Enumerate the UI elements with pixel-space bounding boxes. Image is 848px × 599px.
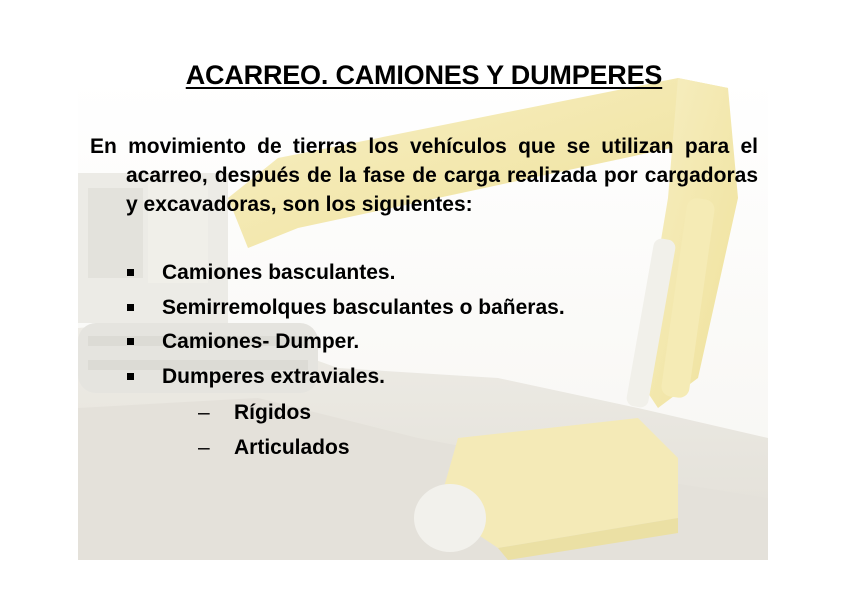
bullet-text: Dumperes extraviales. — [162, 364, 385, 388]
square-bullet-icon — [127, 269, 134, 276]
bullet-list — [120, 256, 565, 394]
sub-bullet-item — [196, 431, 350, 466]
sub-bullet-text: Rígidos — [234, 401, 311, 424]
sub-bullet-list — [196, 396, 350, 465]
bullet-item — [120, 256, 565, 291]
bullet-text: Camiones basculantes. — [162, 261, 396, 284]
sub-bullet-item — [196, 396, 350, 431]
sub-bullet-text: Articulados — [234, 435, 350, 459]
bullet-text: Semirremolques basculantes o bañeras. — [162, 295, 565, 319]
intro-paragraph: En movimiento de tierras los vehículos que se utilizan para el acarreo, después de la fase de carga realizada por cargadoras y excavadoras, son los siguientes: — [90, 135, 758, 216]
square-bullet-icon — [127, 373, 134, 380]
bullet-text: Camiones- Dumper. — [162, 330, 360, 353]
bullet-item — [120, 291, 565, 326]
square-bullet-icon — [127, 304, 134, 311]
slide-title: ACARREO. CAMIONES Y DUMPERES — [185, 60, 663, 90]
dash-bullet-icon: – — [198, 401, 210, 424]
square-bullet-icon — [127, 338, 134, 345]
bullet-item — [120, 325, 565, 360]
dash-bullet-icon: – — [198, 435, 210, 459]
bullet-item — [120, 360, 565, 395]
